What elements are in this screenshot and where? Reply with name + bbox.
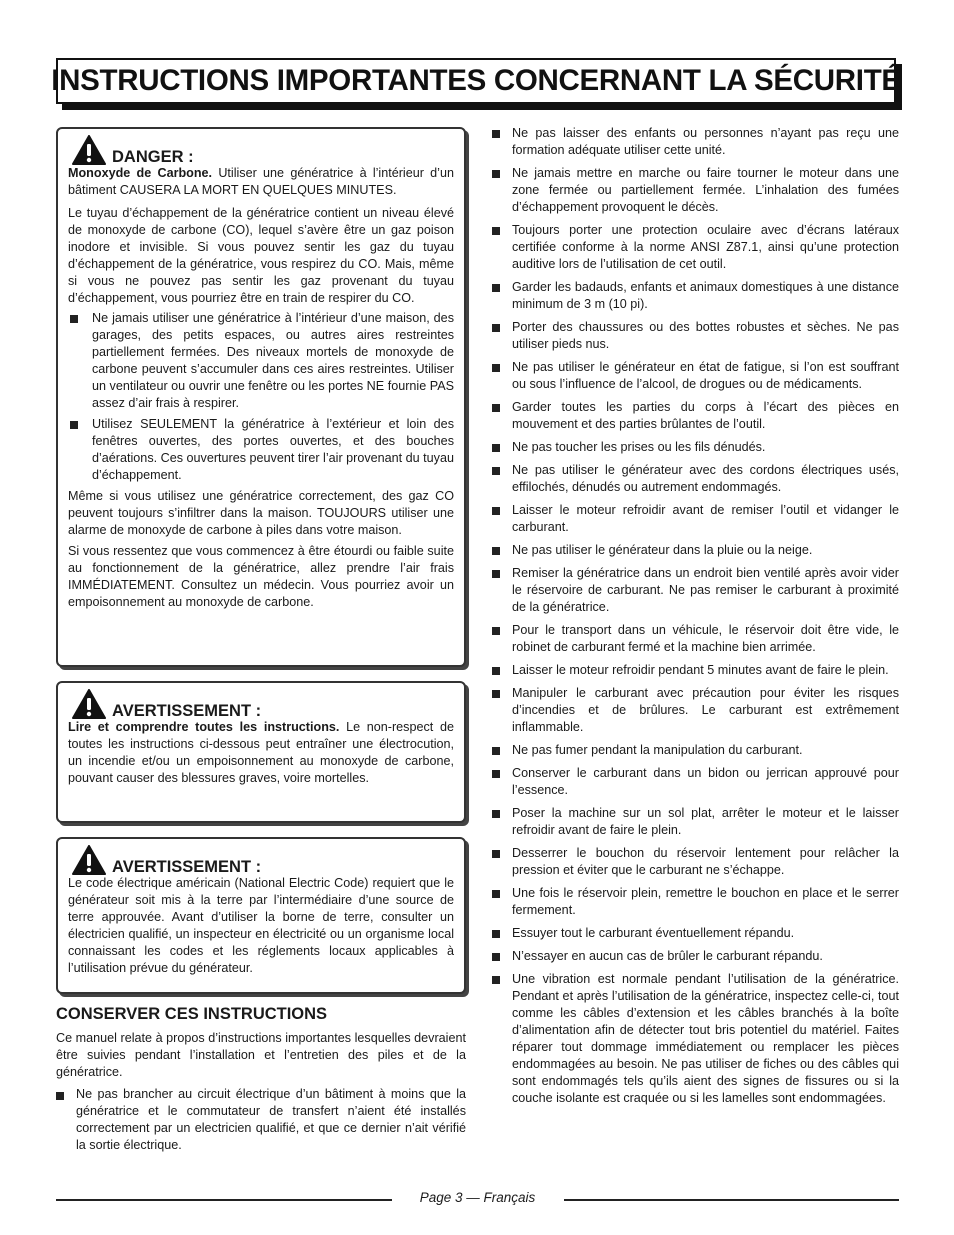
safety-bullet: Manipuler le carburant avec précaution pour éviter les risques d’incendies et de brûlures. Le carburant est extrêmement inflammable. [492,685,899,736]
safety-bullet: Toujours porter une protection oculaire avec d’écrans latéraux certifiée conforme à la norme ANSI Z87.1, ainsi qu’une protection auditive lors de l’utilisation de cet outil. [492,222,899,273]
safety-bullet: Ne pas utiliser le générateur avec des cordons électriques usés, effilochés, dénudés ou autrement endommagés. [492,462,899,496]
safety-bullet: Ne pas utiliser le générateur en état de fatigue, si l’on est souffrant ou sous l’influence de l’alcool, de drogues ou de médicaments. [492,359,899,393]
title-box [51,58,901,104]
warning-1-lead-rest: Le non-respect de toutes les instructions ci-dessous peut entraîner une électrocution, un incendie et/ou un empoisonnement au monoxyde de carbone, pouvant causer des blessures graves, voire mortelles. [68,720,454,785]
warning-1-text [68,719,454,787]
warning-label-2: AVERTISSEMENT : [112,858,262,876]
warning-header-2 [72,845,454,875]
danger-para-3-text: Si vous ressentez que vous commencez à être étourdi ou faible suite au fonctionnement de la génératrice, allez prendre l’air frais IMMÉDIATEMENT. Consultez un médecin. Vous pourriez avoir un empoisonnement au monoxyde de carbone. [68,544,454,609]
safety-bullet: Desserrer le bouchon du réservoir lentement pour relâcher la pression et éviter que le carburant ne s’échappe. [492,845,899,879]
safety-bullet: Conserver le carburant dans un bidon ou jerrican approuvé pour l’essence. [492,765,899,799]
right-column [492,122,899,1113]
safety-bullet: N’essayer en aucun cas de brûler le carburant répandu. [492,948,899,965]
danger-bullet-list [68,310,454,484]
danger-lead [68,165,454,199]
safety-bullet: Ne pas laisser des enfants ou personnes n’ayant pas reçu une formation adéquate utiliser cette unité. [492,125,899,159]
safety-bullet-list [492,125,899,1107]
safety-bullet: Garder toutes les parties du corps à l’écart des pièces en mouvement et des parties brûlantes de l’outil. [492,399,899,433]
conserver-section [56,1005,466,1158]
warning-header-1 [72,689,454,719]
warning-triangle-icon [72,845,106,875]
warning-label-1: AVERTISSEMENT : [112,702,262,720]
safety-bullet: Remiser la génératrice dans un endroit bien ventilé après avoir vider le réservoire de carburant. Ne pas remiser le carburant à proximité de la génératrice. [492,565,899,616]
safety-bullet: Laisser le moteur refroidir pendant 5 minutes avant de faire le plein. [492,662,899,679]
warning-box-2 [56,837,466,994]
safety-bullet: Essuyer tout le carburant éventuellement répandu. [492,925,899,942]
safety-bullet: Pour le transport dans un véhicule, le réservoir doit être vide, le robinet de carburant fermé et la machine bien arrimée. [492,622,899,656]
warning-triangle-icon [72,689,106,719]
safety-bullet: Garder les badauds, enfants et animaux domestiques à une distance minimum de 3 m (10 pi). [492,279,899,313]
page-footer [56,1190,899,1208]
conserver-bullet: Ne pas brancher au circuit électrique d’un bâtiment à moins que la génératrice et le commutateur de transfert n’aient été installés correctement par un electricien qualifié, et que ce dernier n’ait vérifié la sortie électrique. [56,1086,466,1154]
safety-bullet: Porter des chaussures ou des bottes robustes et sèches. Ne pas utiliser pieds nus. [492,319,899,353]
warning-box-1 [56,681,466,823]
safety-bullet: Ne jamais mettre en marche ou faire tourner le moteur dans une zone fermée ou partiellement fermée. L’inhalation des fumées d’échappement provoquent le décès. [492,165,899,216]
safety-bullet: Une vibration est normale pendant l’utilisation de la génératrice. Pendant et après l’utilisation de la génératrice, inspectez celle-ci, tout comme les câbles d’extension et les câbles branchés à la boîte d’alimentation afin de détecter tout bris potentiel du matériel. Faites réparer tout dommage immédiatement ou remplacer les pièces endommagées au besoin. Ne pas utiliser de fiches ou des câbles qui sont endommagés tels qu’ils aient des signes de fissures ou si la couche isolante est craquée ou si les lamelles sont endommagées. [492,971,899,1107]
conserver-heading: CONSERVER CES INSTRUCTIONS [56,1005,328,1023]
safety-bullet: Ne pas toucher les prises ou les fils dénudés. [492,439,899,456]
danger-bullet: Ne jamais utiliser une génératrice à l’intérieur d’une maison, des garages, des petits espaces, ou autres aires restreintes partiellement fermées. Des niveaux mortels de monoxyde de carbone peuvent s’accumuler dans ces aires restreintes. Utiliser un ventilateur ou ouvrir une fenêtre ou les portes NE fournie PAS assez d’air frais à respirer. [68,310,454,412]
danger-header [72,135,454,165]
danger-para-1: Le tuyau d’échappement de la génératrice contient un niveau élevé de monoxyde de carbone (CO), lequel s’avère être un gaz poison inodore et invisible. Si vous pouvez sentir les gaz du tuyau d’échappement de la génératrice, vous respirez du CO. Mais, même si vous ne pouvez pas sentir les gaz provenant du tuyau d’échappement, vous pourriez être en train de respirer du CO. [68,206,454,305]
danger-bullet: Utilisez SEULEMENT la génératrice à l’extérieur et loin des fenêtres ouvertes, des portes ouvertes, et des bouches d’aérations. Ces ouvertures peuvent tirer l’air provenant du tuyau d’échappement. [68,416,454,484]
warning-2-text: Le code électrique américain (National Electric Code) requiert que le générateur soit mis à la terre par l’intermédiaire d’une source de terre approuvée. Avant d’utiliser la borne de terre, consulter un électricien qualifié, un inspecteur en électricité ou un organisme local connaissant les codes et les réglements locaux applicables à l’utilisation prévue du générateur. [68,876,454,975]
safety-bullet: Laisser le moteur refroidir avant de remiser l’outil et vidanger le carburant. [492,502,899,536]
warning-1-lead-bold: Lire et comprendre toutes les instructions. [68,720,340,734]
safety-bullet: Une fois le réservoir plein, remettre le bouchon en place et le serrer fermement. [492,885,899,919]
conserver-bullet-list [56,1086,466,1154]
conserver-intro: Ce manuel relate à propos d’instructions importantes lesquelles devraient être suivies pendant l’installation et l’entretien des piles et de la génératrice. [56,1031,466,1079]
safety-bullet: Poser la machine sur un sol plat, arrêter le moteur et le laisser refroidir avant de faire le plein. [492,805,899,839]
danger-lead-bold: Monoxyde de Carbone. [68,166,213,180]
danger-box [56,127,466,667]
warning-triangle-icon [72,135,106,165]
safety-bullet: Ne pas fumer pendant la manipulation du carburant. [492,742,899,759]
danger-lead-rest: Utiliser une génératrice à l’intérieur d’un bâtiment CAUSERA LA MORT EN QUELQUES MINUTES. [68,166,454,197]
safety-bullet: Ne pas utiliser le générateur dans la pluie ou la neige. [492,542,899,559]
danger-para-2: Même si vous utilisez une génératrice correctement, des gaz CO peuvent toujours s’infiltrer dans la maison. TOUJOURS utiliser une alarme de monoxyde de carbone à piles dans votre maison. [68,489,454,537]
page-title-banner [51,58,901,104]
page-title: INSTRUCTIONS IMPORTANTES CONCERNANT LA SÉCURITÉ [51,64,901,97]
danger-para-3 [68,543,454,611]
page-number: Page 3 — Français [419,1190,536,1205]
danger-label: DANGER : [112,148,194,166]
